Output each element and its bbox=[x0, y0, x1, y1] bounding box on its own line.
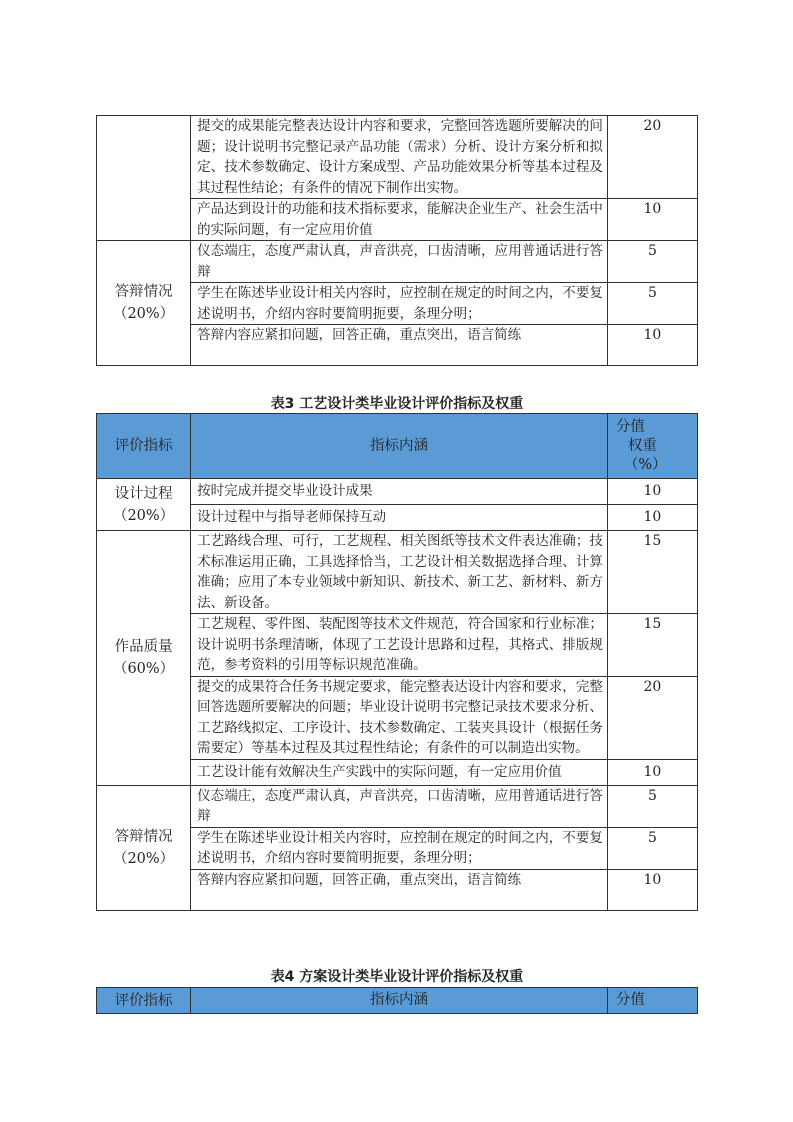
score-cell: 5 bbox=[607, 785, 697, 827]
content-cell: 仪态端庄，态度严肃认真，声音洪亮，口齿清晰，应用普通话进行答辩 bbox=[191, 241, 608, 283]
indicator-cell-quality bbox=[97, 531, 191, 786]
indicator-label: 答辩情况 bbox=[114, 284, 173, 300]
content-cell: 答辩内容应紧扣问题，回答正确，重点突出，语言简练 bbox=[191, 325, 608, 366]
score-cell: 5 bbox=[607, 283, 697, 325]
score-cell: 5 bbox=[607, 827, 697, 869]
table3 bbox=[96, 413, 698, 911]
table-header-row bbox=[97, 414, 698, 479]
content-cell: 仪态端庄，态度严肃认真，声音洪亮，口齿清晰，应用普通话进行答辩 bbox=[191, 785, 608, 827]
content-cell: 提交的成果符合任务书规定要求，能完整表达设计内容和要求，完整回答选题所要解决的问题；毕业设计说明书完整记录技术要求分析、工艺路线拟定、工序设计、技术参数确定、工装夹具设计（根据任务需要定）等基本过程及其过程性结论；有条件的可以制造出实物。 bbox=[191, 676, 608, 759]
indicator-label: 作品质量 bbox=[114, 638, 173, 655]
header-score-line3: （%） bbox=[623, 456, 667, 473]
indicator-label: 设计过程 bbox=[114, 485, 173, 502]
indicator-label: 答辩情况 bbox=[114, 828, 173, 845]
table4-caption: 表4 方案设计类毕业设计评价指标及权重 bbox=[270, 969, 524, 985]
score-cell: 20 bbox=[607, 116, 697, 199]
score-cell: 15 bbox=[607, 531, 697, 614]
content-cell: 设计过程中与指导老师保持互动 bbox=[191, 505, 608, 531]
table3-caption: 表3 工艺设计类毕业设计评价指标及权重 bbox=[270, 396, 524, 412]
header-score bbox=[607, 414, 697, 479]
header-content: 指标内涵 bbox=[191, 414, 608, 479]
indicator-cell-process bbox=[97, 479, 191, 531]
content-cell: 按时完成并提交毕业设计成果 bbox=[191, 479, 608, 505]
indicator-cell-empty bbox=[97, 116, 191, 241]
table2-continued bbox=[96, 115, 698, 366]
header-score-line1: 分值 bbox=[615, 418, 645, 435]
score-cell: 10 bbox=[607, 479, 697, 505]
score-cell: 5 bbox=[607, 241, 697, 283]
indicator-weight: （20%） bbox=[112, 850, 175, 867]
table-row bbox=[97, 116, 698, 199]
indicator-weight: （60%） bbox=[112, 660, 175, 677]
table-header-row bbox=[97, 988, 698, 1014]
header-indicator: 评价指标 bbox=[97, 988, 191, 1014]
header-score-line2: 权重 bbox=[627, 437, 657, 454]
content-cell: 答辩内容应紧扣问题，回答正确，重点突出，语言简练 bbox=[191, 869, 608, 910]
score-cell: 10 bbox=[607, 759, 697, 785]
indicator-cell-defense bbox=[97, 241, 191, 366]
content-cell: 提交的成果能完整表达设计内容和要求，完整回答选题所要解决的问题；设计说明书完整记录产品功能（需求）分析、设计方案分析和拟定、技术参数确定、设计方案成型、产品功能效果分析等基本过程及其过程性结论；有条件的情况下制作出实物。 bbox=[191, 116, 608, 199]
score-cell: 10 bbox=[607, 199, 697, 241]
content-cell: 工艺设计能有效解决生产实践中的实际问题，有一定应用价值 bbox=[191, 759, 608, 785]
content-cell: 学生在陈述毕业设计相关内容时，应控制在规定的时间之内，不要复述说明书，介绍内容时要简明扼要，条理分明； bbox=[191, 283, 608, 325]
table-row bbox=[97, 531, 698, 614]
header-content: 指标内涵 bbox=[191, 988, 608, 1014]
content-cell: 工艺规程、零件图、装配图等技术文件规范，符合国家和行业标准；设计说明书条理清晰，体现了工艺设计思路和过程，其格式、排版规范，参考资料的引用等标识规范准确。 bbox=[191, 614, 608, 677]
indicator-weight: （20%） bbox=[112, 306, 175, 322]
score-cell: 20 bbox=[607, 676, 697, 759]
score-cell: 10 bbox=[607, 325, 697, 366]
header-indicator: 评价指标 bbox=[97, 414, 191, 479]
header-score: 分值 bbox=[607, 988, 697, 1014]
score-cell: 10 bbox=[607, 869, 697, 910]
content-cell: 产品达到设计的功能和技术指标要求，能解决企业生产、社会生活中的实际问题，有一定应用价值 bbox=[191, 199, 608, 241]
indicator-cell-defense bbox=[97, 785, 191, 910]
table-row bbox=[97, 241, 698, 283]
content-cell: 学生在陈述毕业设计相关内容时，应控制在规定的时间之内，不要复述说明书，介绍内容时要简明扼要，条理分明； bbox=[191, 827, 608, 869]
score-cell: 10 bbox=[607, 505, 697, 531]
table-row bbox=[97, 785, 698, 827]
content-cell: 工艺路线合理、可行，工艺规程、相关图纸等技术文件表达准确；技术标准运用正确，工具选择恰当，工艺设计相关数据选择合理、计算准确；应用了本专业领域中新知识、新技术、新工艺、新材料、新方法、新设备。 bbox=[191, 531, 608, 614]
table4 bbox=[96, 987, 698, 1014]
score-cell: 15 bbox=[607, 614, 697, 677]
indicator-weight: （20%） bbox=[112, 507, 175, 524]
table-row bbox=[97, 479, 698, 505]
